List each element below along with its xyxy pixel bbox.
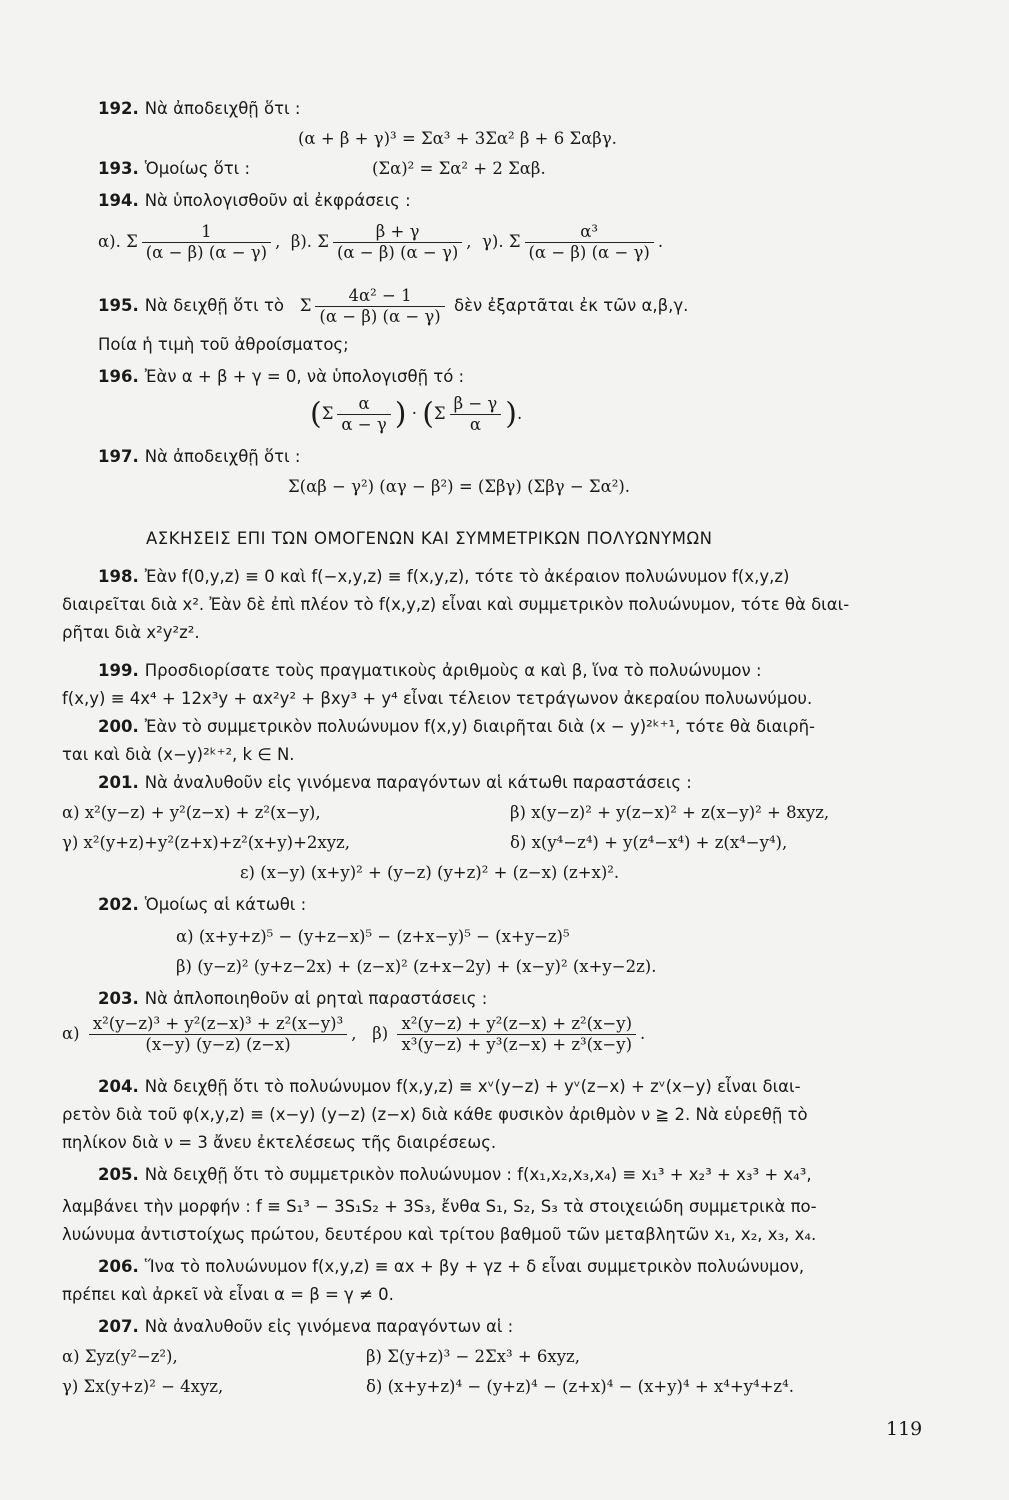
- exercise-192: [98, 98, 300, 120]
- fraction-1: [337, 394, 390, 435]
- equation-192: (α + β + γ)³ = Σα³ + 3Σα² β + 6 Σαβγ.: [298, 129, 617, 148]
- item-207-b: β) Σ(y+z)³ − 2Σx³ + 6xyz,: [366, 1347, 580, 1366]
- exercise-number: 206.: [98, 1257, 139, 1276]
- denominator: (α − β) (α − γ): [336, 243, 459, 262]
- exercise-194: [98, 190, 411, 212]
- numerator: β − γ: [450, 394, 502, 415]
- exercise-number: 201.: [98, 773, 139, 792]
- numerator: β + γ: [333, 222, 462, 243]
- item-label-c: γ).: [482, 232, 504, 251]
- period: .: [517, 404, 523, 423]
- numerator: x²(y−z)³ + y²(z−x)³ + z²(x−y)³: [89, 1014, 347, 1035]
- numerator: 4α² − 1: [315, 286, 444, 307]
- item-label-b: β): [372, 1024, 389, 1043]
- numerator: α: [337, 394, 390, 415]
- exercise-text: Ἐὰν f(0,y,z) ≡ 0 καὶ f(−x,y,z) ≡ f(x,y,z), τότε τὸ ἀκέραιον πολυώνυμον f(x,y,z): [144, 567, 790, 586]
- exercise-number: 203.: [98, 989, 139, 1008]
- denominator: (α − β) (α − γ): [319, 307, 441, 326]
- exercise-200-line2: ται καὶ διὰ (x−y)²ᵏ⁺², k ∈ N.: [62, 745, 295, 764]
- exercise-198-line3: ρῆται διὰ x²y²z².: [62, 623, 200, 642]
- exercise-text: Νὰ ἀναλυθοῦν εἰς γινόμενα παραγόντων αἱ κάτωθι παραστάσεις :: [144, 773, 692, 792]
- numerator: x²(y−z) + y²(z−x) + z²(x−y): [397, 1014, 636, 1035]
- exercise-text: Ὁμοίως ὅτι :: [144, 159, 251, 178]
- exercise-193: [98, 158, 250, 180]
- exercise-198: [98, 566, 789, 588]
- item-201-c: γ) x²(y+z)+y²(z+x)+z²(x+y)+2xyz,: [62, 833, 350, 852]
- paren: ): [505, 396, 518, 432]
- equation-197: Σ(αβ − γ²) (αγ − β²) = (Σβγ) (Σβγ − Σα²).: [288, 477, 631, 496]
- fraction-b: [397, 1014, 636, 1055]
- exercise-196: [98, 366, 464, 388]
- exercise-text-tail: δὲν ἐξαρτᾶται ἐκ τῶν α,β,γ.: [453, 296, 689, 315]
- exercise-201: [98, 772, 692, 794]
- sum-symbol: Σ: [126, 232, 138, 251]
- item-label-a: α).: [98, 232, 121, 251]
- fraction-b: [333, 222, 462, 263]
- item-202-b: β) (y−z)² (y+z−2x) + (z−x)² (z+x−2y) + (x−y)² (x+y−2z).: [176, 957, 657, 976]
- exercise-number: 205.: [98, 1165, 139, 1184]
- exercise-text: Νὰ ἀπλοποιηθοῦν αἱ ρηταὶ παραστάσεις :: [144, 989, 488, 1008]
- exercise-text: Νὰ ἀποδειχθῇ ὅτι :: [144, 99, 301, 118]
- item-202-a: α) (x+y+z)⁵ − (y+z−x)⁵ − (z+x−y)⁵ − (x+y−z)⁵: [176, 927, 570, 946]
- item-207-c: γ) Σx(y+z)² − 4xyz,: [62, 1377, 224, 1396]
- exercise-205-line2: λαμβάνει τὴν μορφήν : f ≡ S₁³ − 3S₁S₂ + 3S₃, ἔνθα S₁, S₂, S₃ τὰ στοιχειώδη συμμετρικὰ πο-: [62, 1197, 817, 1216]
- exercise-number: 200.: [98, 717, 139, 736]
- sum-symbol: Σ: [317, 232, 329, 251]
- section-heading: ΑΣΚΗΣΕΙΣ ΕΠΙ ΤΩΝ ΟΜΟΓΕΝΩΝ ΚΑΙ ΣΥΜΜΕΤΡΙΚΩΝ ΠΟΛΥΩΝΥΜΩΝ: [146, 529, 713, 548]
- exercise-number: 196.: [98, 367, 139, 386]
- fraction-a: [142, 222, 271, 263]
- sum-symbol: Σ: [299, 296, 312, 315]
- exercise-number: 202.: [98, 895, 139, 914]
- sum-symbol: Σ: [433, 404, 446, 423]
- exercise-207: [98, 1316, 513, 1338]
- equation-193: (Σα)² = Σα² + 2 Σαβ.: [372, 159, 546, 178]
- exercise-text: Νὰ δειχθῇ ὅτι τὸ συμμετρικὸν πολυώνυμον : f(x₁,x₂,x₃,x₄) ≡ x₁³ + x₂³ + x₃³ + x₄³,: [144, 1165, 812, 1184]
- expressions-203: [62, 1014, 645, 1055]
- item-207-a: α) Σyz(y²−z²),: [62, 1347, 178, 1366]
- item-207-d: δ) (x+y+z)⁴ − (y+z)⁴ − (z+x)⁴ − (x+y)⁴ + x⁴+y⁴+z⁴.: [366, 1377, 794, 1396]
- exercise-204: [98, 1076, 801, 1098]
- exercise-text: Νὰ δειχθῇ ὅτι τὸ: [144, 296, 284, 315]
- denominator: x³(y−z) + y³(z−x) + z³(x−y): [401, 1035, 633, 1054]
- page-number: 119: [886, 1418, 923, 1440]
- exercise-number: 194.: [98, 191, 139, 210]
- separator: ,: [275, 232, 281, 251]
- exercise-195-question: Ποία ἡ τιμὴ τοῦ ἀθροίσματος;: [98, 335, 349, 354]
- paren: ): [394, 396, 407, 432]
- fraction-2: [450, 394, 502, 435]
- exercise-202: [98, 894, 306, 916]
- exercise-203: [98, 988, 487, 1010]
- exercise-number: 199.: [98, 661, 139, 680]
- item-201-b: β) x(y−z)² + y(z−x)² + z(x−y)² + 8xyz,: [510, 803, 830, 822]
- exercise-number: 193.: [98, 159, 139, 178]
- exercise-text: Ἐὰν τὸ συμμετρικὸν πολυώνυμον f(x,y) διαιρῆται διὰ (x − y)²ᵏ⁺¹, τότε θὰ διαιρῆ-: [144, 717, 815, 736]
- separator: .: [640, 1024, 646, 1043]
- fraction-c: [525, 222, 654, 263]
- item-201-d: δ) x(y⁴−z⁴) + y(z⁴−x⁴) + z(x⁴−y⁴),: [510, 833, 788, 852]
- fraction-a: [89, 1014, 347, 1055]
- sum-symbol: Σ: [508, 232, 521, 251]
- exercise-text: Νὰ ἀναλυθοῦν εἰς γινόμενα παραγόντων αἱ :: [144, 1317, 514, 1336]
- exercise-text: Ἐὰν α + β + γ = 0, νὰ ὑπολογισθῇ τό :: [144, 367, 465, 386]
- exercise-197: [98, 446, 300, 468]
- denominator: (α − β) (α − γ): [528, 243, 650, 262]
- denominator: α: [469, 415, 482, 434]
- exercise-199: [98, 660, 762, 682]
- separator: .: [657, 232, 664, 251]
- exercise-text: Νὰ ἀποδειχθῇ ὅτι :: [144, 447, 301, 466]
- sum-symbol: Σ: [321, 404, 334, 423]
- item-label-b: β).: [290, 232, 313, 251]
- item-label-a: α): [62, 1024, 80, 1043]
- denominator: (α − β) (α − γ): [145, 243, 268, 262]
- exercise-204-line2: ρετὸν διὰ τοῦ φ(x,y,z) ≡ (x−y) (y−z) (z−x) διὰ κάθε φυσικὸν ἀριθμὸν ν ≧ 2. Νὰ εὑρεθῇ τὸ: [62, 1105, 808, 1124]
- exercise-text: Νὰ δειχθῇ ὅτι τὸ πολυώνυμον f(x,y,z) ≡ xᵛ(y−z) + yᵛ(z−x) + zᵛ(x−y) εἶναι διαι-: [144, 1077, 801, 1096]
- fraction-195: [315, 286, 444, 327]
- paren: (: [422, 396, 434, 432]
- exercise-number: 204.: [98, 1077, 139, 1096]
- separator: ,: [466, 232, 472, 251]
- exercise-number: 198.: [98, 567, 139, 586]
- exercise-200: [98, 716, 815, 738]
- exercise-text: Ὁμοίως αἱ κάτωθι :: [144, 895, 307, 914]
- denominator: α − γ: [341, 415, 387, 434]
- exercise-205-line3: λυώνυμα ἀντιστοίχως πρώτου, δευτέρου καὶ τρίτου βαθμοῦ τῶν μεταβλητῶν x₁, x₂, x₃, x₄.: [62, 1225, 817, 1244]
- exercise-number: 207.: [98, 1317, 139, 1336]
- exercise-text: Ἵνα τὸ πολυώνυμον f(x,y,z) ≡ αx + βy + γz + δ εἶναι συμμετρικὸν πολυώνυμον,: [144, 1257, 805, 1276]
- expression-196: [310, 394, 522, 435]
- exercise-205: [98, 1164, 812, 1186]
- exercise-195: [98, 286, 688, 327]
- exercise-204-line3: πηλίκον διὰ ν = 3 ἄνευ ἐκτελέσεως τῆς διαιρέσεως.: [62, 1133, 497, 1152]
- separator: ,: [351, 1024, 357, 1043]
- dot: ·: [411, 404, 417, 423]
- numerator: α³: [525, 222, 654, 243]
- exercise-text: Προσδιορίσατε τοὺς πραγματικοὺς ἀριθμοὺς α καὶ β, ἵνα τὸ πολυώνυμον :: [144, 661, 762, 680]
- item-201-a: α) x²(y−z) + y²(z−x) + z²(x−y),: [62, 803, 321, 822]
- numerator: 1: [142, 222, 271, 243]
- exercise-number: 195.: [98, 296, 139, 315]
- exercise-number: 192.: [98, 99, 139, 118]
- exercise-206-line2: πρέπει καὶ ἀρκεῖ νὰ εἶναι α = β = γ ≠ 0.: [62, 1285, 394, 1304]
- exercise-text: Νὰ ὑπολογισθοῦν αἱ ἐκφράσεις :: [144, 191, 411, 210]
- exercise-199-line2: f(x,y) ≡ 4x⁴ + 12x³y + αx²y² + βxy³ + y⁴ εἶναι τέλειον τετράγωνον ἀκεραίου πολυωνύμου.: [62, 689, 813, 708]
- exercise-198-line2: διαιρεῖται διὰ x². Ἐὰν δὲ ἐπὶ πλέον τὸ f(x,y,z) εἶναι καὶ συμμετρικὸν πολυώνυμον, τότε θὰ διαι-: [62, 595, 850, 614]
- item-201-e: ε) (x−y) (x+y)² + (y−z) (y+z)² + (z−x) (z+x)².: [240, 863, 620, 882]
- paren: (: [310, 396, 322, 432]
- denominator: (x−y) (y−z) (z−x): [145, 1035, 291, 1054]
- exercise-206: [98, 1256, 804, 1278]
- expressions-194: [98, 222, 663, 263]
- exercise-number: 197.: [98, 447, 139, 466]
